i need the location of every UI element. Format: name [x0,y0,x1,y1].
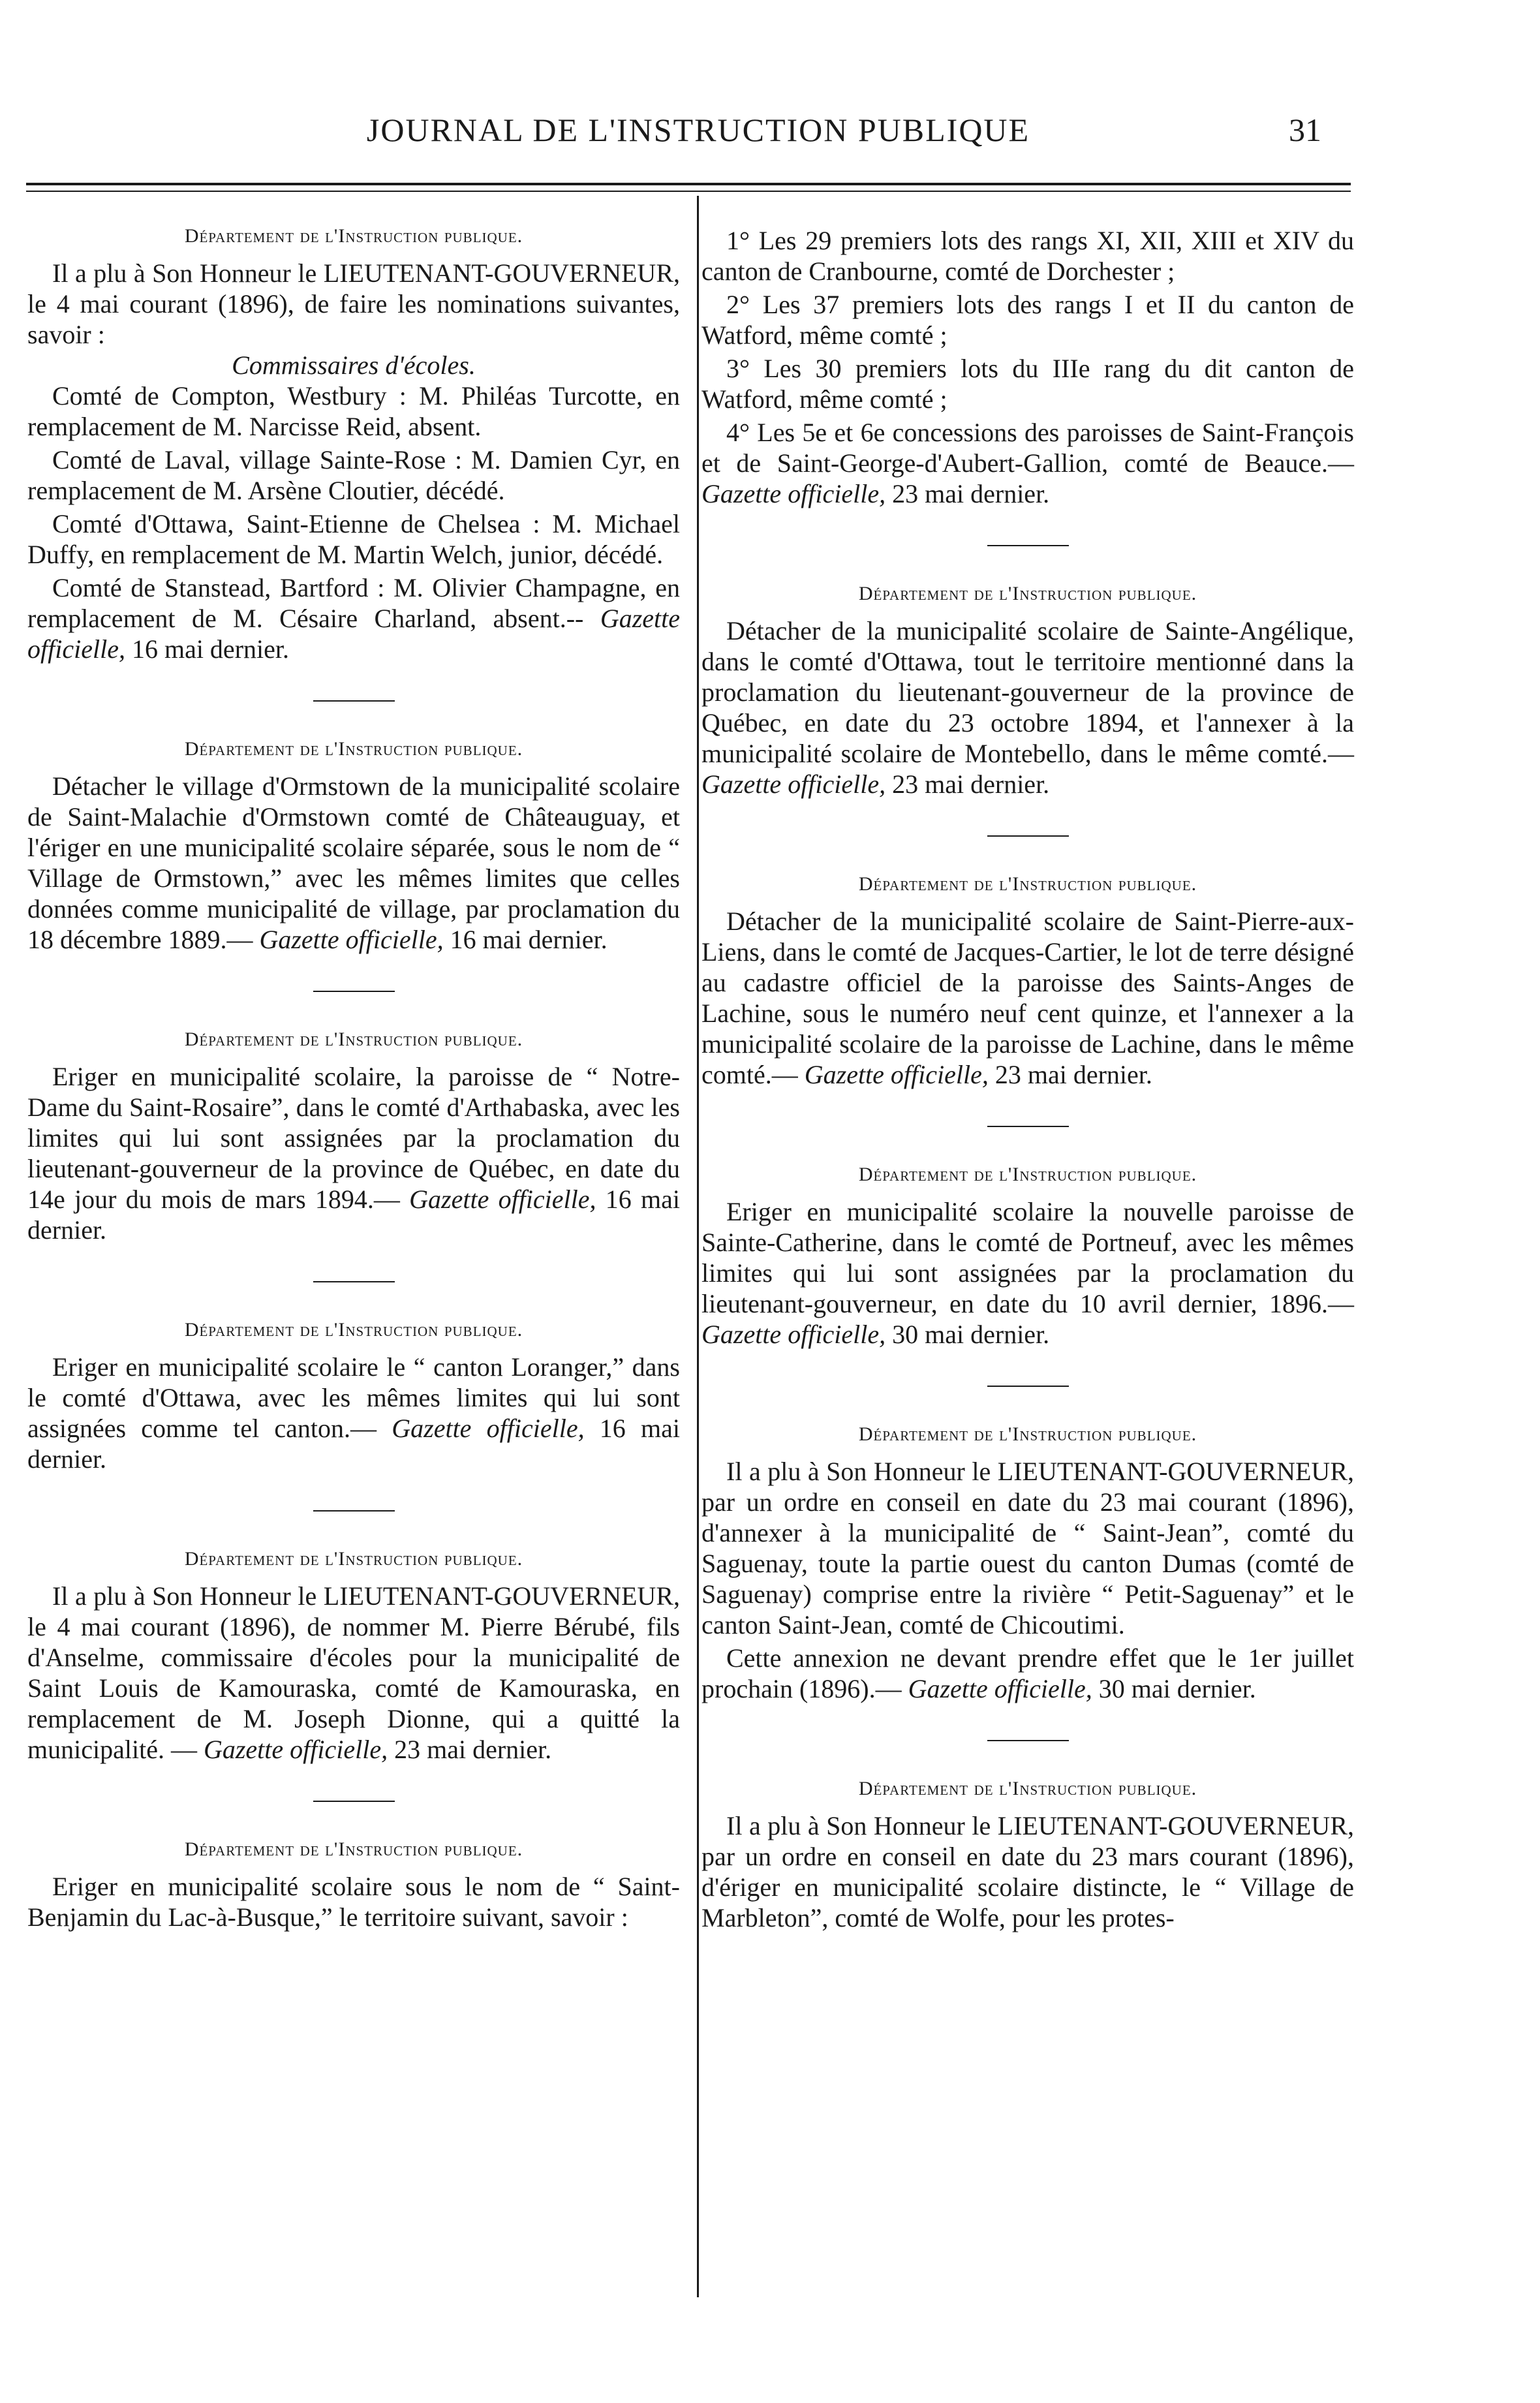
gazette-citation: Gazette officielle, [701,479,886,508]
paragraph [701,1196,1354,1350]
notice [701,873,1354,1090]
section-heading: Département de l'Instruction publique. [858,1778,1197,1799]
paragraph: Il a plu à Son Honneur le LIEUTENANT-GOUVERNEUR, par un ordre en conseil en date du 23 mai courant (1896), d'annexer à la municipalité de “ Saint-Jean”, comté du Saguenay, toute la partie ouest du canton Dumas (comté de Saguenay) comprise entre la rivière “ Petit-Saguenay” et le canton Saint-Jean, comté de Chicoutimi. [701,1457,1354,1639]
gazette-citation: Gazette officielle, [908,1674,1092,1703]
paragraph [701,417,1354,509]
separator-rule [987,1126,1069,1127]
section-heading: Département de l'Instruction publique. [184,1838,523,1860]
gazette-citation: Gazette officielle, [392,1414,585,1443]
paragraph: 3° Les 30 premiers lots du IIIe rang du dit canton de Watford, même comté ; [701,354,1354,414]
section-heading: Département de l'Instruction publique. [184,225,523,247]
gazette-citation: Gazette officielle, [27,604,680,664]
paragraph: Comté d'Ottawa, Saint-Etienne de Chelsea : M. Michael Duffy, en remplacement de M. Martin Welch, junior, décédé. [27,509,680,569]
citation-date: 23 mai dernier. [886,769,1050,799]
running-title: JOURNAL DE L'INSTRUCTION PUBLIQUE [366,112,1030,148]
notice [27,1319,680,1474]
separator-rule [313,700,395,702]
paragraph-text: Il a plu à Son Honneur le LIEUTENANT-GOUVERNEUR, le 4 mai courant (1896), de nommer M. Pierre Bérubé, fils d'Anselme, commissaire d'écoles pour la municipalité de Saint Louis de Kamouraska, comté de Kamouraska, en remplacement de M. Joseph Dionne, qui a quitté la municipalité. — [27,1581,680,1764]
paragraph-text: Eriger en municipalité scolaire le “ canton Loranger,” dans le comté d'Ottawa, avec les mêmes limites qui lui sont assignées comme tel canton.— [27,1352,680,1443]
right-column [701,225,1354,1969]
paragraph-text: Cette annexion ne devant prendre effet que le 1er juillet prochain (1896).— [701,1643,1354,1703]
citation-date: 30 mai dernier. [1092,1674,1256,1703]
paragraph [701,615,1354,799]
citation-date: 23 mai dernier. [886,479,1050,508]
paragraph-text: Comté de Stanstead, Bartford : M. Olivier Champagne, en remplacement de M. Césaire Charland, absent.-- [27,573,680,633]
notice [701,1164,1354,1350]
section-heading: Département de l'Instruction publique. [184,1319,523,1341]
separator-rule [313,1281,395,1282]
subheading: Commissaires d'écoles. [232,350,476,380]
section-heading: Département de l'Instruction publique. [858,1423,1197,1445]
section-heading: Département de l'Instruction publique. [184,1548,523,1570]
paragraph [701,906,1354,1090]
paragraph [27,1061,680,1245]
gazette-citation: Gazette officielle, [203,1735,388,1764]
citation-date: 16 mai dernier. [125,634,289,664]
notice [27,1029,680,1245]
citation-date: 23 mai dernier. [388,1735,552,1764]
gazette-citation: Gazette officielle, [804,1060,989,1089]
gazette-citation: Gazette officielle, [701,1320,886,1349]
section-heading: Département de l'Instruction publique. [858,873,1197,895]
paragraph: Comté de Compton, Westbury : M. Philéas Turcotte, en remplacement de M. Narcisse Reid, absent. [27,381,680,441]
paragraph: Il a plu à Son Honneur le LIEUTENANT-GOUVERNEUR, le 4 mai courant (1896), de faire les nominations suivantes, savoir : [27,258,680,349]
gazette-citation: Gazette officielle, [409,1185,596,1214]
citation-date: 16 mai dernier. [27,1185,680,1245]
section-heading: Département de l'Instruction publique. [858,1164,1197,1185]
separator-rule [987,835,1069,837]
citation-date: 30 mai dernier. [886,1320,1050,1349]
page-header [0,111,1540,176]
header-rule-thin [26,191,1351,192]
gazette-citation: Gazette officielle, [259,925,444,954]
paragraph: Eriger en municipalité scolaire sous le nom de “ Saint-Benjamin du Lac-à-Busque,” le territoire suivant, savoir : [27,1872,680,1932]
notice [701,1778,1354,1933]
notice-continuation [701,225,1354,509]
gazette-citation: Gazette officielle, [701,769,886,799]
paragraph-text: Détacher de la municipalité scolaire de Sainte-Angélique, dans le comté d'Ottawa, tout le territoire mentionné dans la proclamation du lieutenant-gouverneur de la province de Québec, en date du 23 octobre 1894, et l'annexer à la municipalité scolaire de Montebello, dans le même comté.— [701,616,1354,768]
section-heading: Département de l'Instruction publique. [184,738,523,760]
left-column [27,225,680,1968]
separator-rule [987,1386,1069,1387]
notice [701,1423,1354,1704]
separator-rule [313,991,395,992]
citation-date: 16 mai dernier. [443,925,608,954]
paragraph-text: 4° Les 5e et 6e concessions des paroisses de Saint-François et de Saint-George-d'Aubert-Gallion, comté de Beauce.— [701,418,1354,478]
separator-rule [987,1740,1069,1741]
paragraph [27,771,680,955]
notice [27,738,680,955]
paragraph [27,1352,680,1474]
paragraph-text: Eriger en municipalité scolaire la nouvelle paroisse de Sainte-Catherine, dans le comté de Portneuf, avec les mêmes limites qui lui sont assignées par la proclamation du lieutenant-gouverneur, en date du 10 avril dernier, 1896.— [701,1197,1354,1318]
notice [27,1548,680,1765]
section-heading: Département de l'Instruction publique. [858,583,1197,604]
paragraph [701,1643,1354,1704]
paragraph-text: Eriger en municipalité scolaire, la paroisse de “ Notre-Dame du Saint-Rosaire”, dans le comté d'Arthabaska, avec les limites qui lui sont assignées par la proclamation du lieutenant-gouverneur de la province de Québec, en date du 14e jour du mois de mars 1894.— [27,1062,680,1214]
notice [701,583,1354,799]
citation-date: 16 mai dernier. [27,1414,680,1474]
paragraph [27,1581,680,1765]
separator-rule [313,1510,395,1512]
paragraph-text: Détacher le village d'Ormstown de la municipalité scolaire de Saint-Malachie d'Ormstown comté de Châteauguay, et l'ériger en une municipalité scolaire séparée, sous le nom de “ Village de Ormstown,” avec les mêmes limites que celles données comme municipalité de village, par proclamation du 18 décembre 1889.— [27,771,680,954]
paragraph: 2° Les 37 premiers lots des rangs I et II du canton de Watford, même comté ; [701,290,1354,350]
paragraph: Il a plu à Son Honneur le LIEUTENANT-GOUVERNEUR, par un ordre en conseil en date du 23 mars courant (1896), d'ériger en municipalité scolaire distincte, le “ Village de Marbleton”, comté de Wolfe, pour les protes- [701,1811,1354,1932]
paragraph [27,572,680,664]
header-rule [26,183,1351,185]
column-divider [697,196,699,2297]
paragraph: Comté de Laval, village Sainte-Rose : M. Damien Cyr, en remplacement de M. Arsène Cloutier, décédé. [27,445,680,505]
page-number: 31 [1289,112,1321,148]
paragraph: 1° Les 29 premiers lots des rangs XI, XII, XIII et XIV du canton de Cranbourne, comté de Dorchester ; [701,226,1354,286]
notice [27,1838,680,1932]
separator-rule [987,545,1069,546]
paragraph-text: Détacher de la municipalité scolaire de Saint-Pierre-aux-Liens, dans le comté de Jacques-Cartier, le lot de terre désigné au cadastre officiel de la paroisse des Saints-Anges de Lachine, sous le numéro neuf cent quinze, et l'annexer a la municipalité scolaire de la paroisse de Lachine, dans le même comté.— [701,907,1354,1089]
section-heading: Département de l'Instruction publique. [184,1029,523,1050]
notice [27,225,680,664]
citation-date: 23 mai dernier. [988,1060,1152,1089]
separator-rule [313,1801,395,1802]
